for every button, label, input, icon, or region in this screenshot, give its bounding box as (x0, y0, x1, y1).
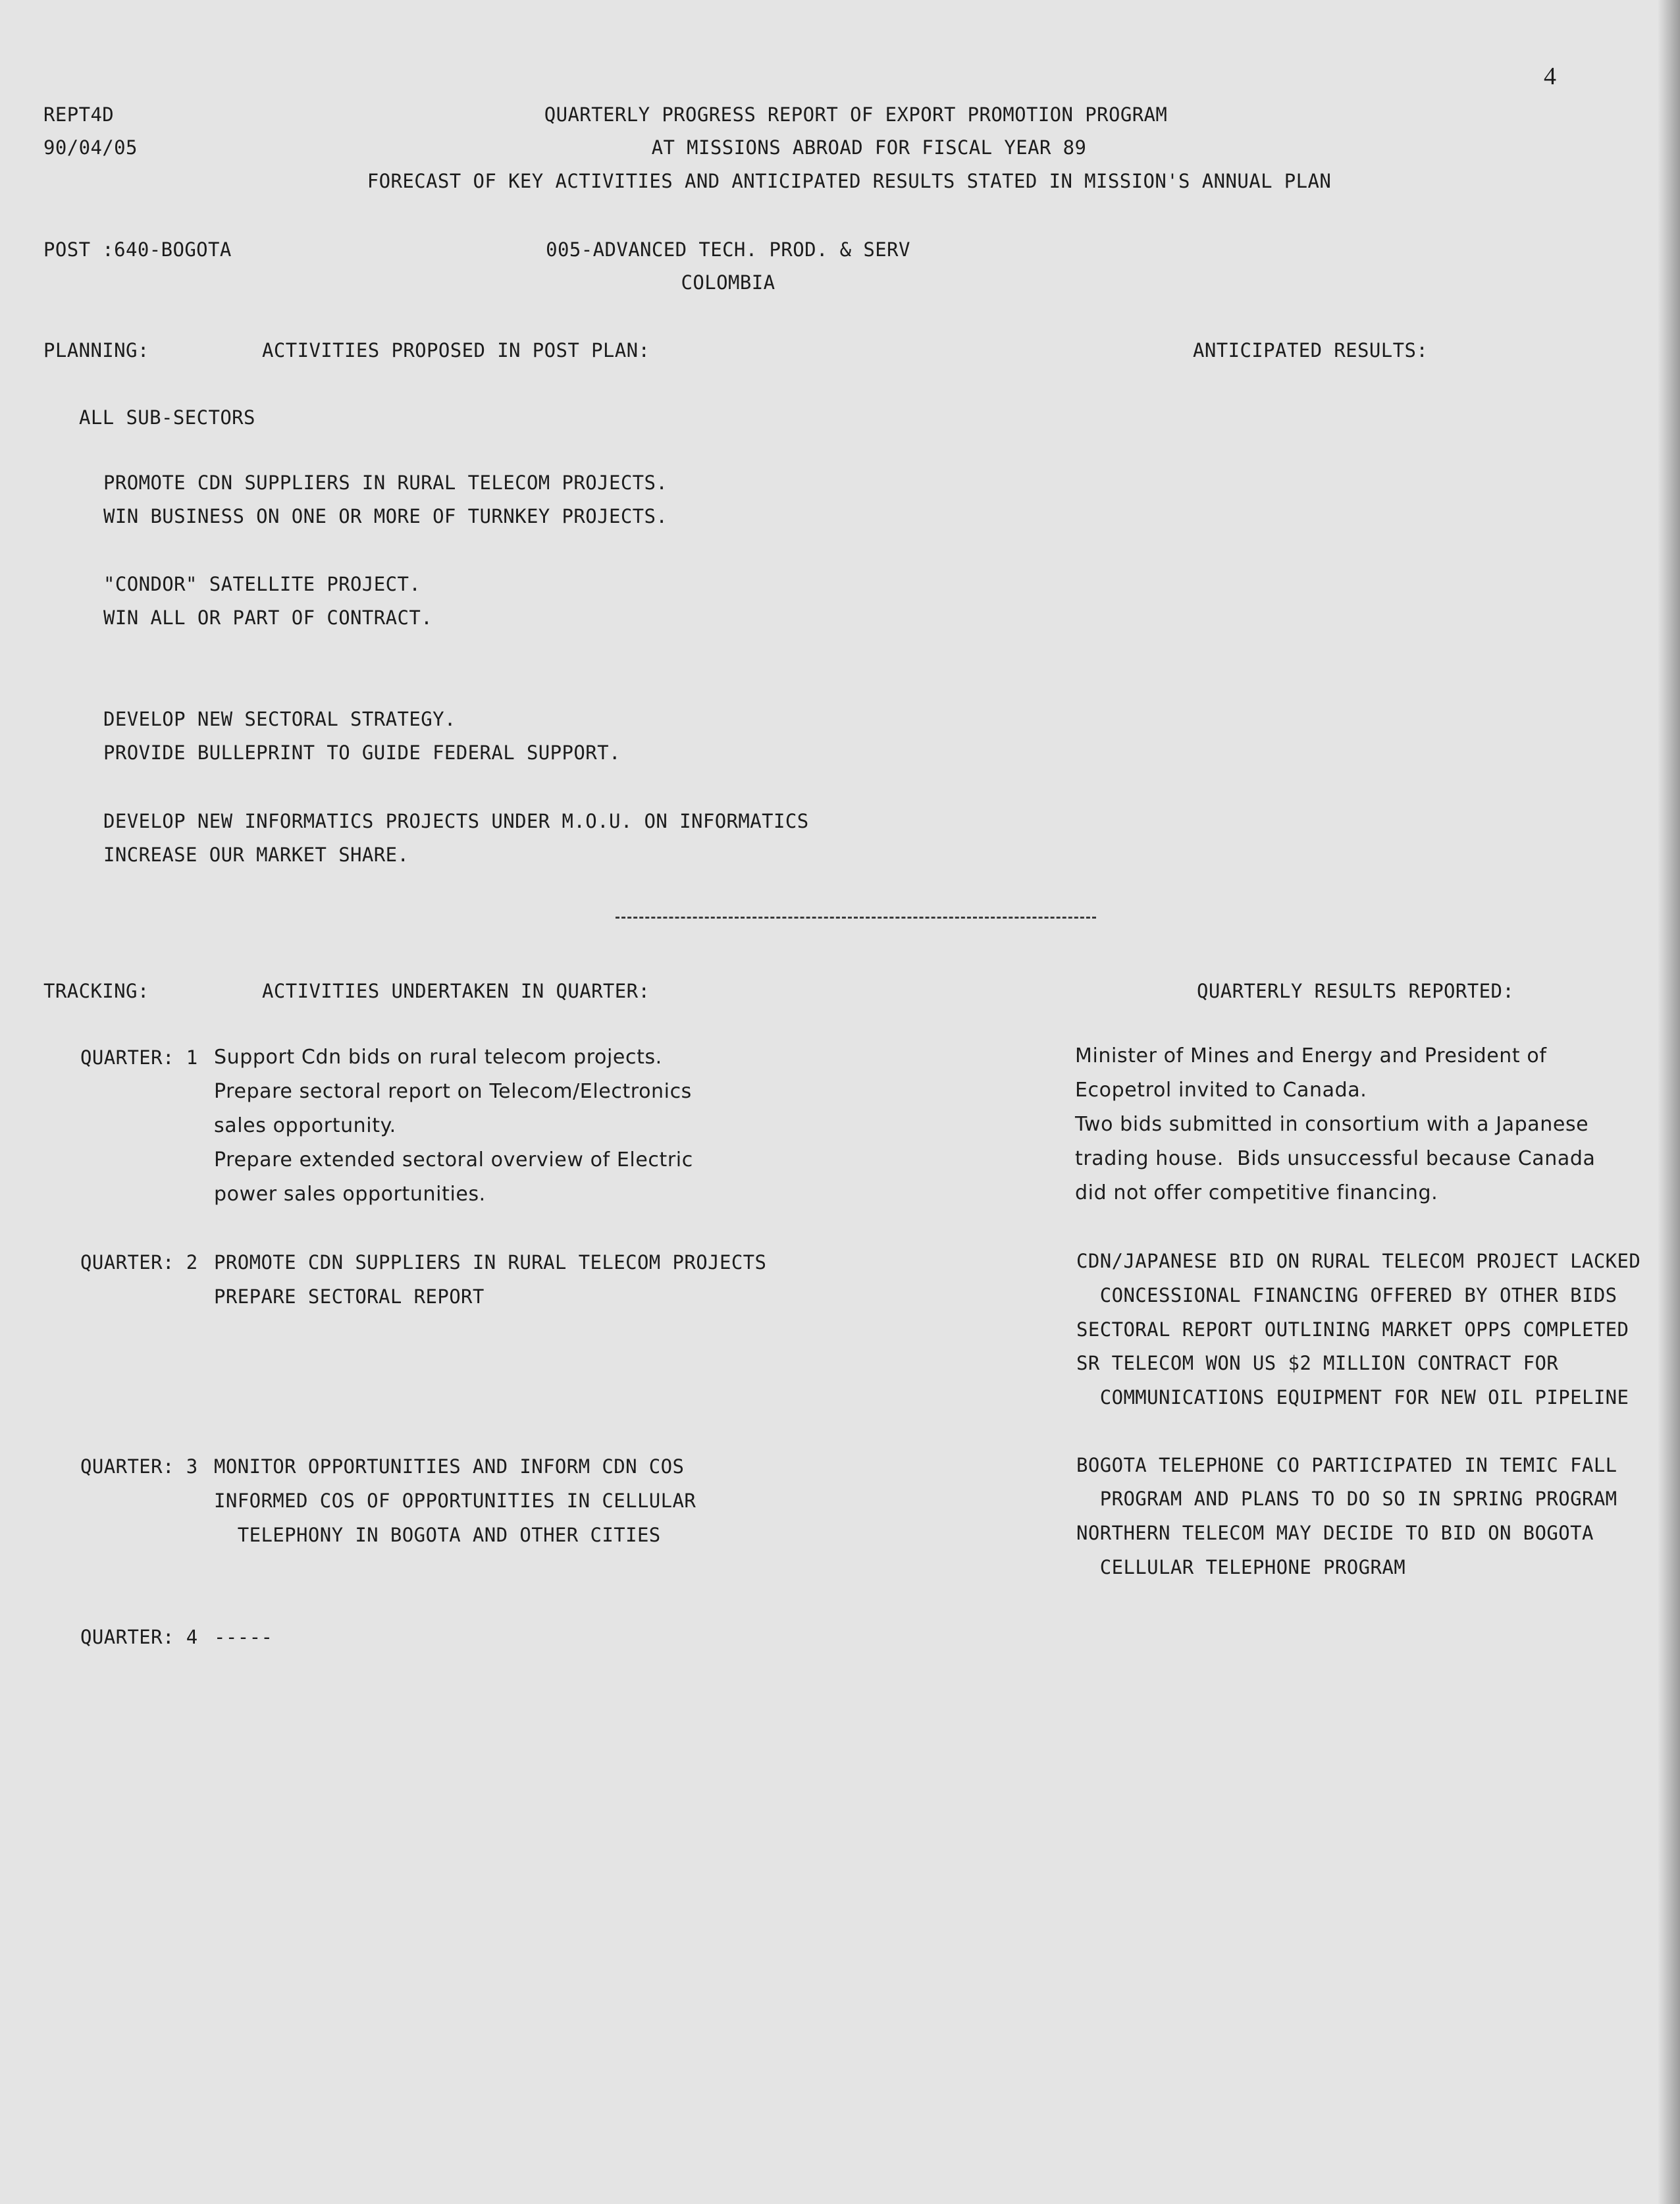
q3-result-line: PROGRAM AND PLANS TO DO SO IN SPRING PROGRAM (1076, 1488, 1617, 1510)
quarter-4-label: QUARTER: 4 (80, 1626, 198, 1648)
q3-activity-line: INFORMED COS OF OPPORTUNITIES IN CELLULAR (214, 1490, 696, 1512)
planned-activity-2-line2: WIN ALL OR PART OF CONTRACT. (103, 606, 433, 629)
planned-activity-4-line2: INCREASE OUR MARKET SHARE. (103, 844, 409, 866)
post-label: POST :640-BOGOTA (43, 238, 232, 261)
planning-results-heading: ANTICIPATED RESULTS: (1193, 339, 1429, 362)
planned-activity-1-line2: WIN BUSINESS ON ONE OR MORE OF TURNKEY PROJECTS. (103, 505, 668, 527)
q2-result-line: CDN/JAPANESE BID ON RURAL TELECOM PROJECT LACKED (1076, 1250, 1641, 1272)
planned-activity-4-line1: DEVELOP NEW INFORMATICS PROJECTS UNDER M.O.U. ON INFORMATICS (103, 810, 809, 832)
q1-result-line: Minister of Mines and Energy and President of (1075, 1044, 1547, 1067)
q3-activity-line: MONITOR OPPORTUNITIES AND INFORM CDN COS (214, 1455, 685, 1478)
q3-result-line: CELLULAR TELEPHONE PROGRAM (1076, 1556, 1406, 1578)
q1-activity-line: sales opportunity. (214, 1114, 396, 1137)
q2-activity-line: PREPARE SECTORAL REPORT (214, 1285, 485, 1308)
q1-activity-line: power sales opportunities. (214, 1183, 486, 1206)
q3-result-line: NORTHERN TELECOM MAY DECIDE TO BID ON BOGOTA (1076, 1522, 1594, 1544)
q3-activity-line: TELEPHONY IN BOGOTA AND OTHER CITIES (214, 1524, 661, 1546)
q1-result-line: Two bids submitted in consortium with a Japanese (1075, 1113, 1589, 1136)
planned-activity-2-line1: "CONDOR" SATELLITE PROJECT. (103, 573, 421, 595)
q3-result-line: BOGOTA TELEPHONE CO PARTICIPATED IN TEMIC FALL (1076, 1454, 1617, 1476)
report-title-line1: QUARTERLY PROGRESS REPORT OF EXPORT PROMOTION PROGRAM (544, 103, 1168, 126)
q1-activity-line: Prepare extended sectoral overview of Electric (214, 1148, 693, 1171)
q2-result-line: CONCESSIONAL FINANCING OFFERED BY OTHER BIDS (1076, 1284, 1617, 1306)
q2-result-line: SR TELECOM WON US $2 MILLION CONTRACT FOR (1076, 1352, 1559, 1374)
subsector-label: ALL SUB-SECTORS (79, 406, 255, 429)
report-id: REPT4D (43, 103, 115, 126)
planning-activities-heading: ACTIVITIES PROPOSED IN POST PLAN: (262, 339, 650, 362)
sector-label: 005-ADVANCED TECH. PROD. & SERV (546, 238, 910, 261)
report-title-line3: FORECAST OF KEY ACTIVITIES AND ANTICIPATED RESULTS STATED IN MISSION'S ANNUAL PLAN (367, 170, 1332, 192)
q1-activity-line: Support Cdn bids on rural telecom projects. (214, 1046, 662, 1069)
page-edge-shadow (1658, 0, 1680, 2204)
q4-activity-line: ----- (214, 1626, 273, 1648)
tracking-activities-heading: ACTIVITIES UNDERTAKEN IN QUARTER: (262, 980, 650, 1002)
q2-activity-line: PROMOTE CDN SUPPLIERS IN RURAL TELECOM PROJECTS (214, 1251, 767, 1274)
q2-result-line: COMMUNICATIONS EQUIPMENT FOR NEW OIL PIPELINE (1076, 1386, 1629, 1409)
q1-result-line: Ecopetrol invited to Canada. (1075, 1079, 1367, 1102)
page-number: 4 (1544, 63, 1557, 90)
country-label: COLOMBIA (681, 271, 775, 294)
report-title-line2: AT MISSIONS ABROAD FOR FISCAL YEAR 89 (651, 136, 1087, 159)
quarter-1-label: QUARTER: 1 (80, 1046, 198, 1069)
quarter-3-label: QUARTER: 3 (80, 1455, 198, 1478)
q1-result-line: trading house. Bids unsuccessful because Canada (1075, 1147, 1596, 1170)
planned-activity-1-line1: PROMOTE CDN SUPPLIERS IN RURAL TELECOM PROJECTS. (103, 471, 668, 494)
tracking-results-heading: QUARTERLY RESULTS REPORTED: (1197, 980, 1515, 1002)
section-divider (616, 917, 1096, 919)
q1-activity-line: Prepare sectoral report on Telecom/Electronics (214, 1080, 692, 1103)
planning-label: PLANNING: (43, 339, 149, 362)
quarter-2-label: QUARTER: 2 (80, 1251, 198, 1274)
q1-result-line: did not offer competitive financing. (1075, 1181, 1438, 1204)
planned-activity-3-line1: DEVELOP NEW SECTORAL STRATEGY. (103, 708, 456, 730)
planned-activity-3-line2: PROVIDE BULLEPRINT TO GUIDE FEDERAL SUPPORT. (103, 741, 621, 764)
tracking-label: TRACKING: (43, 980, 149, 1002)
report-date: 90/04/05 (43, 136, 138, 159)
q2-result-line: SECTORAL REPORT OUTLINING MARKET OPPS COMPLETED (1076, 1318, 1629, 1341)
